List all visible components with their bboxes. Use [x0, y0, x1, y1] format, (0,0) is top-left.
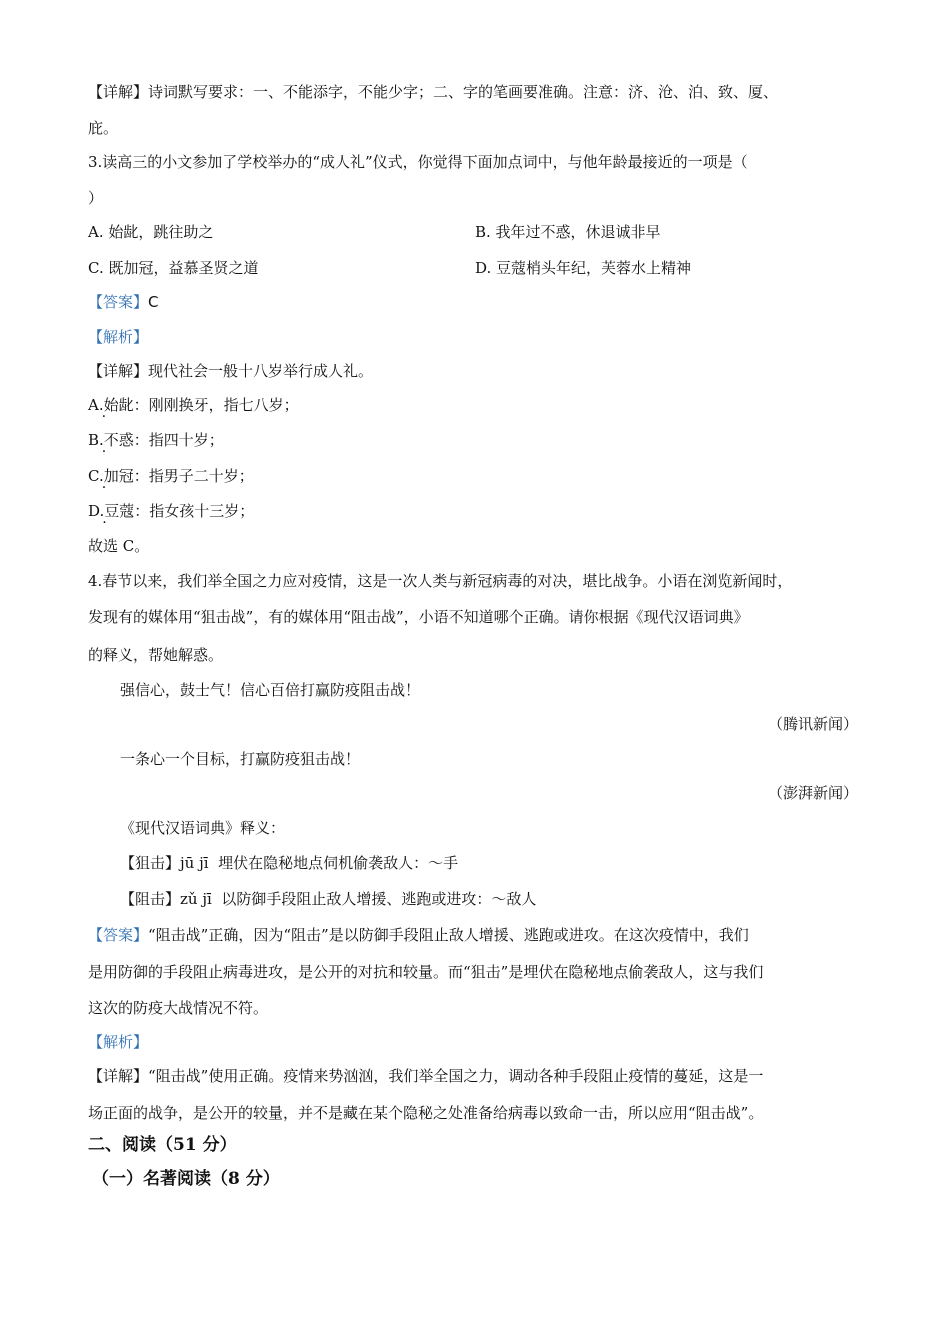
q3-option-b: B. 我年过不惑，休退诚非早: [475, 223, 661, 241]
q3-analysis-label: 【解析】: [88, 328, 149, 346]
q4-dict-pinyin2: zǔ jī: [180, 890, 212, 908]
q4-answer-line1: [88, 925, 749, 945]
q3-option-d: D. 豆蔻梢头年纪，芙蓉水上精神: [475, 259, 692, 277]
q3-explain-b-letter: B.: [88, 431, 104, 449]
q4-analysis-label: 【解析】: [88, 1033, 149, 1051]
q3-explain-c: [88, 466, 254, 486]
q4-stem-line3: 的释义，帮她解惑。: [88, 646, 224, 664]
q4-headline1: 强信心，鼓士气！信心百倍打赢防疫阻击战！: [120, 681, 421, 699]
q2-detail-line1: 【详解】诗词默写要求：一、不能添字，不能少字；二、字的笔画要准确。注意：济、沧、泊、致、厦、: [88, 83, 779, 101]
q4-dict-entry2: [120, 889, 536, 909]
q3-stem-line2: ）: [88, 189, 104, 207]
q4-dict-def1: 埋伏在隐秘地点伺机偷袭敌人：～手: [218, 854, 459, 872]
q4-headline2: 一条心一个目标，打赢防疫狙击战！: [120, 750, 361, 768]
q3-explain-a-letter: A.: [88, 396, 104, 414]
q3-answer: [88, 292, 159, 312]
section2-title: 二、阅读（51 分）: [88, 1135, 237, 1155]
q3-stem-line1: 3.读高三的小文参加了学校举办的“成人礼”仪式，你觉得下面加点词中，与他年龄最接近的一项是（: [88, 153, 748, 171]
q4-dict-entry1: [120, 853, 458, 873]
q3-explain-c-text: 加冠：指男子二十岁； .: [104, 467, 254, 485]
q3-conclusion: 故选 C。: [88, 537, 150, 555]
section2-subtitle: （一）名著阅读（8 分）: [92, 1169, 280, 1189]
q3-answer-value: C: [148, 293, 159, 311]
q4-source1: （腾讯新闻）: [767, 715, 858, 733]
q3-option-a: A. 始龀，跳往助之: [88, 223, 214, 241]
q3-explain-d-letter: D.: [88, 502, 105, 520]
q3-explain-d: [88, 501, 254, 521]
q4-detail-line2: 场正面的战争，是公开的较量，并不是藏在某个隐秘之处准备给病毒以致命一击，所以应用“阻击战”。: [88, 1104, 764, 1122]
q4-dict-def2: 以防御手段阻止敌人增援、逃跑或进攻：～敌人: [221, 890, 537, 908]
q3-detail: 【详解】现代社会一般十八岁举行成人礼。: [88, 362, 374, 380]
q4-source2: （澎湃新闻）: [767, 784, 858, 802]
q4-answer-line2: 是用防御的手段阻止病毒进攻，是公开的对抗和较量。而“狙击”是埋伏在隐秘地点偷袭敌人，这与我们: [88, 963, 764, 981]
q3-option-c: C. 既加冠，益慕圣贤之道: [88, 259, 259, 277]
q4-answer-label: 【答案】: [88, 926, 149, 944]
q4-dict-pinyin1: jū jī: [180, 854, 209, 872]
q4-stem-line1: 4.春节以来，我们举全国之力应对疫情，这是一次人类与新冠病毒的对决，堪比战争。小语在浏览新闻时，: [88, 572, 793, 590]
q4-answer-text1: “阻击战”正确，因为“阻击”是以防御手段阻止敌人增援、逃跑或进攻。在这次疫情中，我们: [148, 926, 749, 944]
q3-explain-a-text: 始龀：刚刚换牙，指七八岁； .: [104, 396, 299, 414]
q4-stem-line2: 发现有的媒体用“狙击战”，有的媒体用“阻击战”，小语不知道哪个正确。请你根据《现代汉语词典》: [88, 608, 749, 626]
q4-dict-intro: 《现代汉语词典》释义：: [120, 819, 286, 837]
q4-dict-term2: 【阻击】: [120, 890, 181, 908]
q3-explain-b-text: 不惑：指四十岁； .: [104, 431, 224, 449]
q3-explain-d-text: 豆蔻：指女孩十三岁； .: [104, 502, 254, 520]
q3-answer-label: 【答案】: [88, 293, 149, 311]
q3-explain-a: [88, 395, 299, 415]
q4-answer-line3: 这次的防疫大战情况不符。: [88, 999, 269, 1017]
q4-detail-line1: 【详解】“阻击战”使用正确。疫情来势汹汹，我们举全国之力，调动各种手段阻止疫情的蔓延，这是一: [88, 1067, 764, 1085]
q2-detail-line2: 庇。: [88, 119, 119, 137]
q3-explain-b: [88, 430, 224, 450]
q4-dict-term1: 【狙击】: [120, 854, 181, 872]
q3-explain-c-letter: C.: [88, 467, 104, 485]
